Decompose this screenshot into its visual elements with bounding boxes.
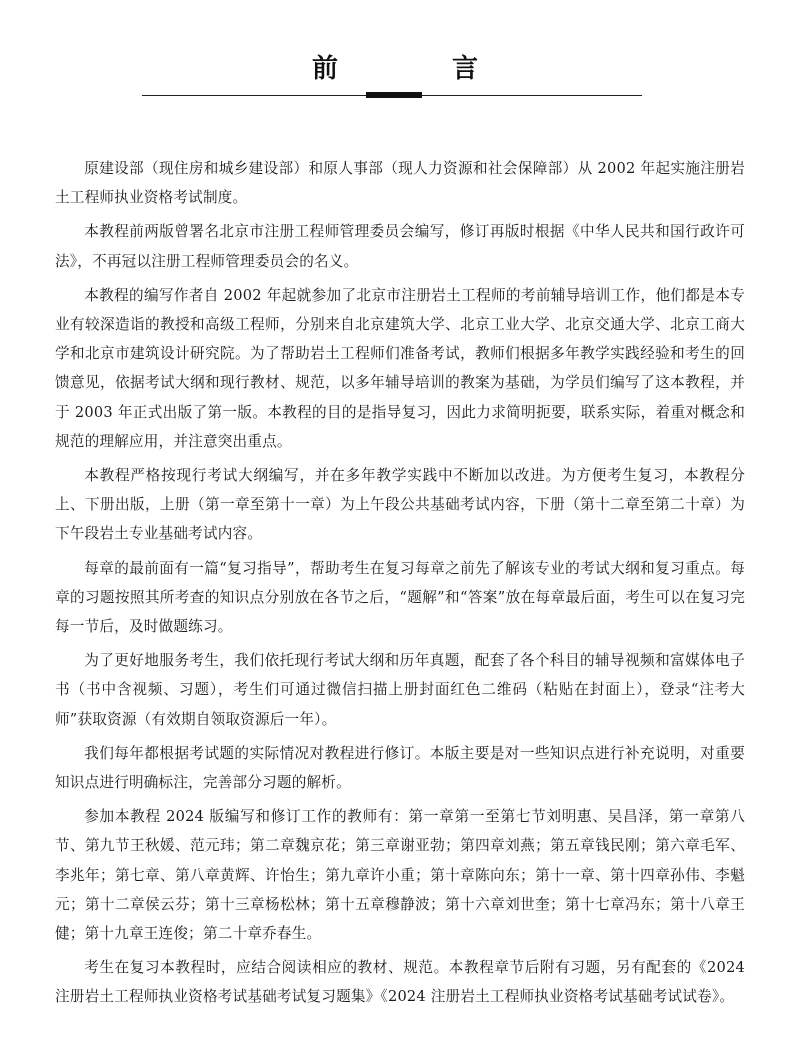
paragraph-1: 原建设部（现住房和城乡建设部）和原人事部（现人力资源和社会保障部）从 2002 年起实施注册岩土工程师执业资格考试制度。 <box>55 160 745 207</box>
paragraph-4: 本教程严格按现行考试大纲编写，并在多年教学实践中不断加以改进。为方便考生复习，本教程分上、下册出版，上册（第一章至第十一章）为上午段公共基础考试内容，下册（第十二章至第二十章）为下午段岩土专业基础考试内容。 <box>55 467 745 543</box>
paragraph-2: 本教程前两版曾署名北京市注册工程师管理委员会编写，修订再版时根据《中华人民共和国行政许可法》，不再冠以注册工程师管理委员会的名义。 <box>55 223 745 270</box>
paragraph-6: 为了更好地服务考生，我们依托现行考试大纲和历年真题，配套了各个科目的辅导视频和富媒体电子书（书中含视频、习题），考生们可通过微信扫描上册封面红色二维码（粘贴在封面上），登录“注考大师”获取资源（有效期自领取资源后一年）。 <box>55 652 745 728</box>
paragraph-8: 参加本教程 2024 版编写和修订工作的教师有：第一章第一至第七节刘明惠、吴昌泽，第一章第八节、第九节王秋媛、范元玮；第二章魏京花；第三章谢亚勃；第四章刘燕；第五章钱民刚；第六章毛军、李兆年；第七章、第八章黄辉、许怡生；第九章许小重；第十章陈向东；第十一章、第十四章孙伟、李魁元；第十二章侯云芬；第十三章杨松林；第十五章穆静波；第十六章刘世奎；第十七章冯东；第十八章王健；第十九章王连俊；第二十章乔春生。 <box>55 808 745 943</box>
paragraph-3: 本教程的编写作者自 2002 年起就参加了北京市注册岩土工程师的考前辅导培训工作，他们都是本专业有较深造诣的教授和高级工程师，分别来自北京建筑大学、北京工业大学、北京交通大学、北京工商大学和北京市建筑设计研究院。为了帮助岩土工程师们准备考试，教师们根据多年教学实践经验和考生的回馈意见，依据考试大纲和现行教材、规范，以多年辅导培训的教案为基础，为学员们编写了这本教程，并于 2003 年正式出版了第一版。本教程的目的是指导复习，因此力求简明扼要，联系实际，着重对概念和规范的理解应用，并注意突出重点。 <box>55 286 745 450</box>
title-underline-accent <box>366 92 422 98</box>
page-title: 前 言 <box>311 54 522 84</box>
paragraph-9: 考生在复习本教程时，应结合阅读相应的教材、规范。本教程章节后附有习题，另有配套的《2024 注册岩土工程师执业资格考试基础考试复习题集》《2024 注册岩土工程师执业资格考试基础考试试卷》。 <box>55 959 745 1006</box>
paragraph-7: 我们每年都根据考试题的实际情况对教程进行修订。本版主要是对一些知识点进行补充说明，对重要知识点进行明确标注，完善部分习题的解析。 <box>55 744 745 792</box>
preface-body <box>55 154 745 1017</box>
paragraph-5: 每章的最前面有一篇“复习指导”，帮助考生在复习每章之前先了解该专业的考试大纲和复习重点。每章的习题按照其所考查的知识点分别放在各节之后，“题解”和“答案”放在每章最后面，考生可以在复习完每一节后，及时做题练习。 <box>55 559 745 636</box>
